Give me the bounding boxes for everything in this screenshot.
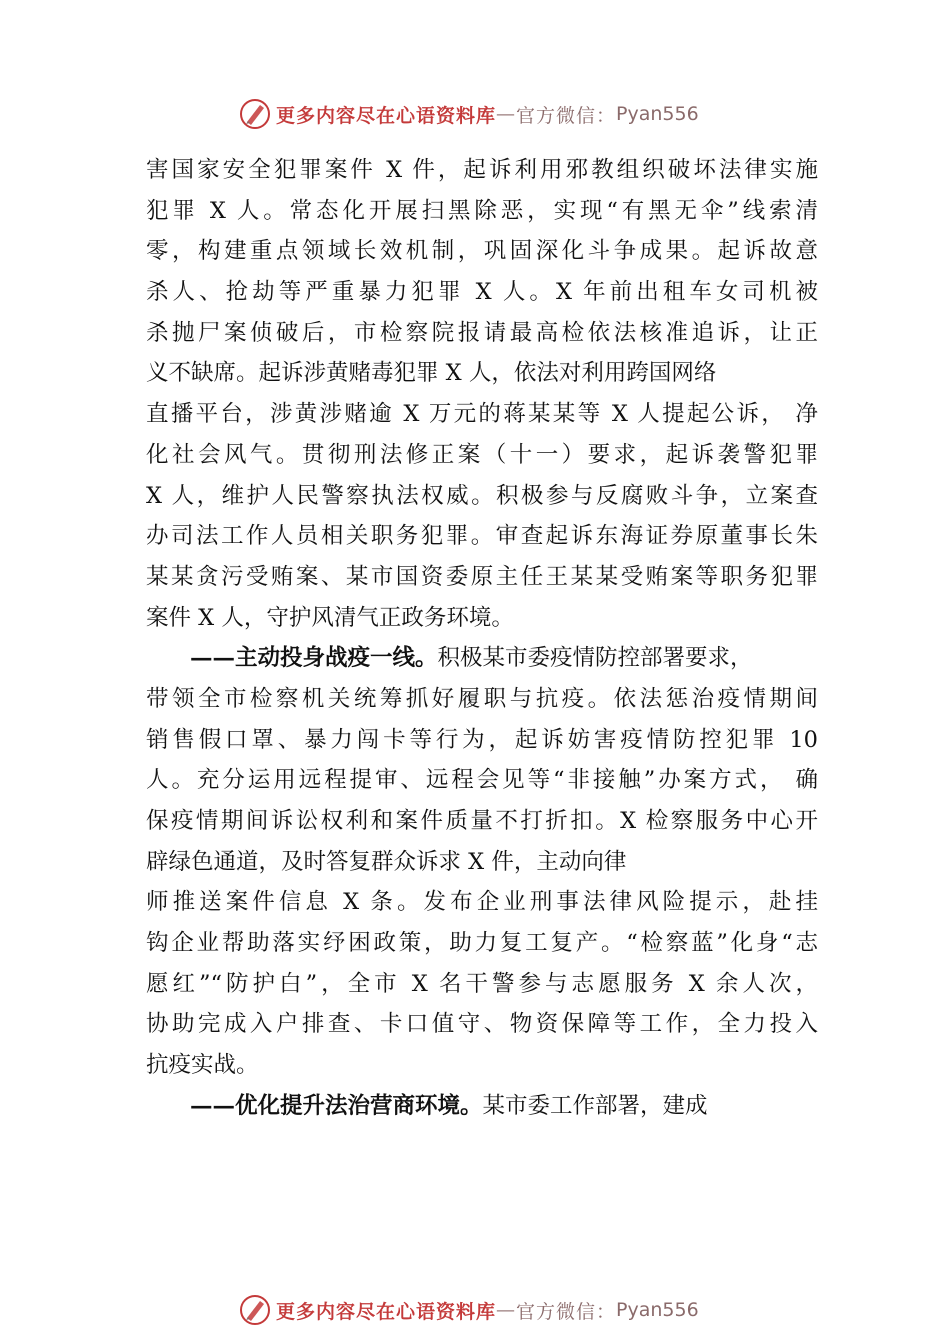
body-line: 零，构建重点领域长效机制，巩固深化斗争成果。起诉故意 bbox=[146, 238, 818, 265]
watermark-id: Pyan556 bbox=[616, 1299, 699, 1321]
watermark-main-text: 更多内容尽在心语资料库 bbox=[276, 1300, 497, 1323]
section-heading: ——主动投身战疫一线。 bbox=[190, 645, 438, 672]
body-line: 保疫情期间诉讼权利和案件质量不打折扣。X 检察服务中心开 bbox=[146, 808, 818, 834]
body-line: 愿红”“防护白”，全市 X 名干警参与志愿服务 X 余人次， bbox=[146, 970, 818, 997]
watermark-separator: — bbox=[496, 103, 517, 125]
body-line: 抗疫实战。 bbox=[146, 1052, 259, 1079]
footer-watermark bbox=[238, 1292, 738, 1328]
watermark-label: 官方微信： bbox=[516, 1300, 617, 1323]
body-text: 积极某市委疫情防控部署要求， bbox=[437, 645, 753, 672]
body-line: 犯罪 X 人。常态化开展扫黑除恶，实现“有黑无伞”线索清 bbox=[146, 197, 818, 224]
body-line: 害国家安全犯罪案件 X 件，起诉利用邪教组织破坏法律实施 bbox=[146, 157, 818, 183]
body-line: 化社会风气。贯彻刑法修正案（十一）要求，起诉袭警犯罪 bbox=[146, 441, 818, 468]
section-heading: ——优化提升法治营商环境。 bbox=[190, 1092, 483, 1119]
paragraph-heading-line bbox=[146, 1086, 818, 1127]
body-line: 师推送案件信息 X 条。发布企业刑事法律风险提示，赴挂 bbox=[146, 889, 818, 916]
paragraph-heading-line bbox=[146, 638, 818, 679]
body-line: 杀人、抢劫等严重暴力犯罪 X 人。X 年前出租车女司机被 bbox=[146, 279, 818, 306]
document-body bbox=[146, 150, 818, 1127]
header-watermark bbox=[238, 96, 738, 132]
body-line: 人。充分运用远程提审、远程会见等“非接触”办案方式， 确 bbox=[146, 767, 818, 794]
body-line: 某某贪污受贿案、某市国资委原主任王某某受贿案等职务犯罪 bbox=[146, 563, 818, 590]
watermark-main-text: 更多内容尽在心语资料库 bbox=[276, 104, 497, 127]
body-line: 销售假口罩、暴力闯卡等行为，起诉妨害疫情防控犯罪 10 bbox=[146, 726, 818, 753]
body-text: 某市委工作部署，建成 bbox=[482, 1092, 708, 1119]
body-line: X 人，维护人民警察执法权威。积极参与反腐败斗争，立案查 bbox=[146, 482, 818, 509]
body-line: 直播平台，涉黄涉赌逾 X 万元的蒋某某等 X 人提起公诉， 净 bbox=[146, 401, 818, 428]
body-line: 杀抛尸案侦破后，市检察院报请最高检依法核准追诉，让正 bbox=[146, 319, 818, 346]
watermark-separator: — bbox=[496, 1299, 517, 1321]
body-line: 协助完成入户排查、卡口值守、物资保障等工作，全力投入 bbox=[146, 1011, 818, 1038]
pen-seal-icon bbox=[238, 97, 272, 131]
pen-seal-icon bbox=[238, 1293, 272, 1327]
body-line: 辟绿色通道，及时答复群众诉求 X 件，主动向律 bbox=[146, 848, 627, 875]
watermark-id: Pyan556 bbox=[616, 103, 699, 125]
body-line: 办司法工作人员相关职务犯罪。审查起诉东海证券原董事长朱 bbox=[146, 523, 818, 550]
body-line: 钩企业帮助落实纾困政策，助力复工复产。“检察蓝”化身“志 bbox=[146, 930, 818, 957]
body-line: 案件 X 人，守护风清气正政务环境。 bbox=[146, 604, 514, 631]
body-line: 带领全市检察机关统筹抓好履职与抗疫。依法惩治疫情期间 bbox=[146, 685, 818, 712]
watermark-label: 官方微信： bbox=[516, 104, 617, 127]
body-line: 义不缺席。起诉涉黄赌毒犯罪 X 人，依法对利用跨国网络 bbox=[146, 360, 717, 387]
